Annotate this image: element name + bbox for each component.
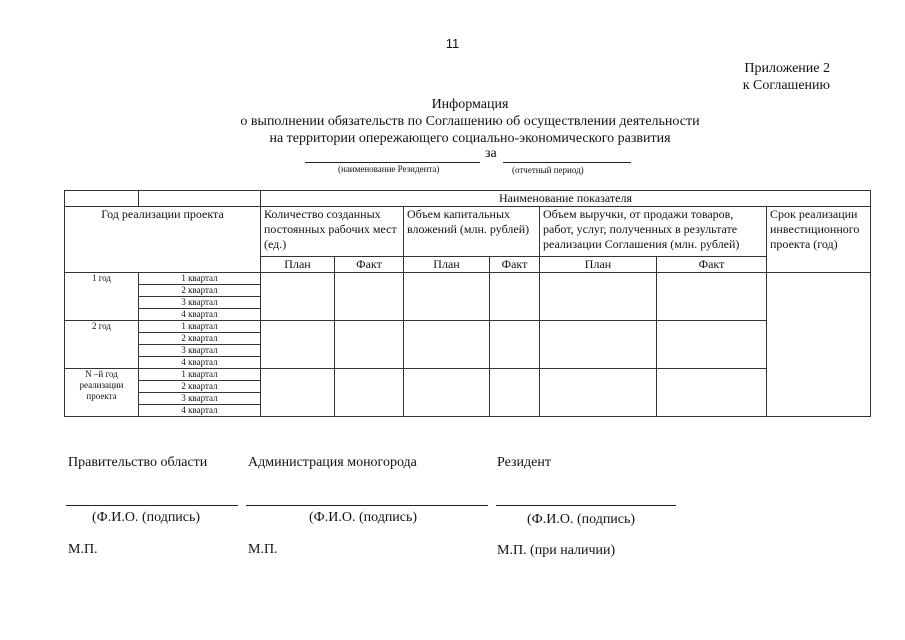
- admin-signature-line: [246, 505, 488, 506]
- data-cell: [261, 273, 335, 321]
- year-label: 2 год: [65, 321, 139, 369]
- resident-label: Резидент: [497, 455, 551, 470]
- quarter-label: 1 квартал: [139, 321, 261, 333]
- report-table: [64, 190, 871, 417]
- invest-plan-header: План: [404, 257, 490, 273]
- admin-stamp-label: М.П.: [248, 542, 278, 557]
- data-cell: [404, 273, 490, 321]
- title-line-1: Информация: [431, 97, 509, 112]
- year-header: Год реализации проекта: [65, 207, 261, 273]
- resident-signature-line: [496, 505, 676, 506]
- quarter-label: 1 квартал: [139, 369, 261, 381]
- data-cell: [404, 369, 490, 417]
- data-cell: [261, 321, 335, 369]
- col-invest-header: Объем капитальных вложений (млн. рублей): [404, 207, 540, 257]
- jobs-plan-header: План: [261, 257, 335, 273]
- data-cell: [261, 369, 335, 417]
- resident-fio-caption: (Ф.И.О. (подпись): [527, 512, 636, 527]
- resident-stamp-label: М.П. (при наличии): [497, 543, 616, 558]
- gov-label: Правительство области: [68, 455, 208, 470]
- title-line-2: о выполнении обязательств по Соглашению об осуществлении деятельности: [240, 114, 700, 129]
- quarter-label: 2 квартал: [139, 333, 261, 345]
- resident-name-blank: [305, 162, 480, 163]
- data-cell: [540, 321, 657, 369]
- appendix-line-2: к Соглашению: [742, 78, 830, 93]
- data-cell: [335, 369, 404, 417]
- za-label: за: [485, 146, 497, 161]
- title-line-3: на территории опережающего социально-экономического развития: [269, 131, 671, 146]
- gov-fio-caption: (Ф.И.О. (подпись): [92, 510, 201, 525]
- revenue-fact-header: Факт: [657, 257, 767, 273]
- quarter-label: 1 квартал: [139, 273, 261, 285]
- quarter-label: 4 квартал: [139, 405, 261, 417]
- data-cell: [657, 273, 767, 321]
- indicator-header: Наименование показателя: [261, 191, 871, 207]
- admin-fio-caption: (Ф.И.О. (подпись): [309, 510, 418, 525]
- data-cell: [490, 321, 540, 369]
- quarter-label: 2 квартал: [139, 285, 261, 297]
- data-cell: [540, 273, 657, 321]
- data-cell: [490, 369, 540, 417]
- header-blank-1: [65, 191, 139, 207]
- period-blank: [503, 162, 631, 163]
- data-cell: [335, 321, 404, 369]
- revenue-plan-header: План: [540, 257, 657, 273]
- resident-caption: (наименование Резидента): [338, 164, 440, 174]
- data-cell: [657, 321, 767, 369]
- appendix-label: [700, 60, 830, 94]
- appendix-line-1: Приложение 2: [744, 61, 830, 76]
- quarter-label: 3 квартал: [139, 297, 261, 309]
- col-term-header: Срок реализации инвестиционного проекта (год): [767, 207, 871, 273]
- col-revenue-header: Объем выручки, от продажи товаров, работ, услуг, полученных в результате реализации Соглашения (млн. рублей): [540, 207, 767, 257]
- quarter-label: 4 квартал: [139, 357, 261, 369]
- period-caption: (отчетный период): [512, 165, 584, 175]
- year-label: 1 год: [65, 273, 139, 321]
- quarter-label: 3 квартал: [139, 393, 261, 405]
- page-number: 11: [445, 36, 460, 51]
- data-cell: [657, 369, 767, 417]
- data-cell: [404, 321, 490, 369]
- admin-label: Администрация моногорода: [248, 455, 417, 470]
- header-blank-2: [139, 191, 261, 207]
- year-label: N –й год реализации проекта: [65, 369, 139, 417]
- quarter-label: 2 квартал: [139, 381, 261, 393]
- data-cell: [335, 273, 404, 321]
- invest-fact-header: Факт: [490, 257, 540, 273]
- gov-stamp-label: М.П.: [68, 542, 98, 557]
- quarter-label: 3 квартал: [139, 345, 261, 357]
- term-cell: [767, 273, 871, 417]
- gov-signature-line: [66, 505, 238, 506]
- quarter-label: 4 квартал: [139, 309, 261, 321]
- data-cell: [490, 273, 540, 321]
- col-jobs-header: Количество созданных постоянных рабочих мест (ед.): [261, 207, 404, 257]
- document-title: [150, 96, 790, 147]
- jobs-fact-header: Факт: [335, 257, 404, 273]
- data-cell: [540, 369, 657, 417]
